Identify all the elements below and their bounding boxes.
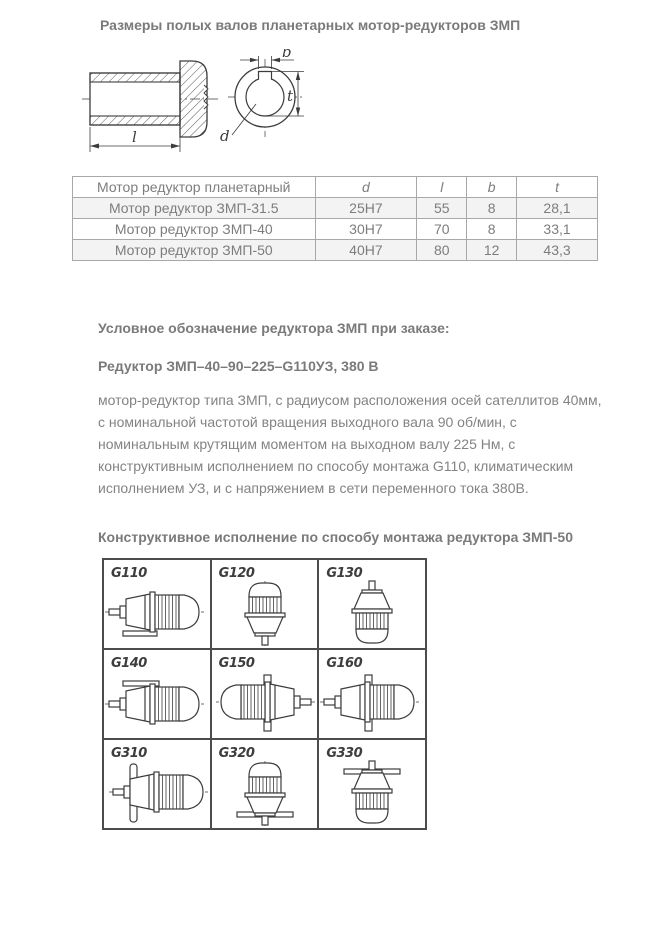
dim-label-d: d xyxy=(220,127,230,145)
cell-name: Мотор редуктор ЗМП-40 xyxy=(73,219,316,240)
cell-b: 8 xyxy=(467,198,517,219)
order-designation: Редуктор ЗМП–40–90–225–G110УЗ, 380 В xyxy=(98,358,379,374)
cell-b: 12 xyxy=(467,240,517,261)
mount-cell-g130 xyxy=(318,559,426,649)
cell-b: 8 xyxy=(467,219,517,240)
g160-drawing xyxy=(319,670,425,736)
dim-label-b: b xyxy=(282,49,292,61)
mount-label-g330: G330 xyxy=(326,746,363,761)
mount-cell-g120 xyxy=(211,559,319,649)
col-header-t: t xyxy=(517,177,598,198)
table-row xyxy=(73,240,598,261)
table-row xyxy=(73,198,598,219)
hollow-shaft-drawing xyxy=(82,49,630,166)
cell-t: 28,1 xyxy=(517,198,598,219)
mount-cell-g110 xyxy=(103,559,211,649)
cell-d: 40H7 xyxy=(315,240,417,261)
cell-l: 70 xyxy=(417,219,467,240)
mount-label-g110: G110 xyxy=(111,566,147,581)
g130-drawing xyxy=(319,580,425,646)
col-header-l: l xyxy=(417,177,467,198)
cell-d: 30H7 xyxy=(315,219,417,240)
mount-cell-g150 xyxy=(211,649,319,739)
col-header-name: Мотор редуктор планетарный xyxy=(73,177,316,198)
dimensions-table xyxy=(72,176,598,261)
shaft-section-view xyxy=(220,49,304,145)
table-header-row xyxy=(73,177,598,198)
mount-label-g130: G130 xyxy=(326,566,363,581)
col-header-b: b xyxy=(467,177,517,198)
mount-label-g160: G160 xyxy=(326,656,363,671)
mount-cell-g320 xyxy=(211,739,319,829)
cell-t: 33,1 xyxy=(517,219,598,240)
cell-d: 25H7 xyxy=(315,198,417,219)
mounting-heading: Конструктивное исполнение по способу монтажа редуктора ЗМП-50 xyxy=(98,529,573,545)
g320-drawing xyxy=(212,760,318,826)
col-header-d: d xyxy=(315,177,417,198)
cell-l: 55 xyxy=(417,198,467,219)
mount-label-g310: G310 xyxy=(111,746,147,761)
hollow-shaft-svg xyxy=(82,49,322,161)
mount-cell-g330 xyxy=(318,739,426,829)
cell-t: 43,3 xyxy=(517,240,598,261)
g310-drawing xyxy=(104,760,210,826)
cell-name: Мотор редуктор ЗМП-31.5 xyxy=(73,198,316,219)
mount-cell-g310 xyxy=(103,739,211,829)
mount-label-g140: G140 xyxy=(111,656,147,671)
g120-drawing xyxy=(212,580,318,646)
g140-drawing xyxy=(104,670,210,736)
order-description: мотор-редуктор типа ЗМП, с радиусом расположения осей сателлитов 40мм, с номинальной частотой вращения выходного вала 90 об/мин, с номинальным крутящим моментом на выходном валу 225 Нм, с конструктивным исполнением по способу монтажа G110, климатическим исполнением УЗ, и с напряжением в сети переменного тока 380В. xyxy=(98,392,602,496)
dim-label-t: t xyxy=(287,87,294,105)
table-row xyxy=(73,219,598,240)
g110-drawing xyxy=(104,580,210,646)
cell-name: Мотор редуктор ЗМП-50 xyxy=(73,240,316,261)
page-title: Размеры полых валов планетарных мотор-редукторов ЗМП xyxy=(100,17,521,33)
order-heading: Условное обозначение редуктора ЗМП при заказе: xyxy=(98,320,450,336)
dim-label-l: l xyxy=(132,128,137,146)
g330-drawing xyxy=(319,760,425,826)
mount-label-g320: G320 xyxy=(218,746,255,761)
g150-drawing xyxy=(212,670,318,736)
mount-cell-g160 xyxy=(318,649,426,739)
mount-label-g150: G150 xyxy=(218,656,255,671)
shaft-side-view xyxy=(82,61,218,152)
mount-label-g120: G120 xyxy=(218,566,255,581)
mount-cell-g140 xyxy=(103,649,211,739)
mounting-grid xyxy=(102,558,427,830)
cell-l: 80 xyxy=(417,240,467,261)
